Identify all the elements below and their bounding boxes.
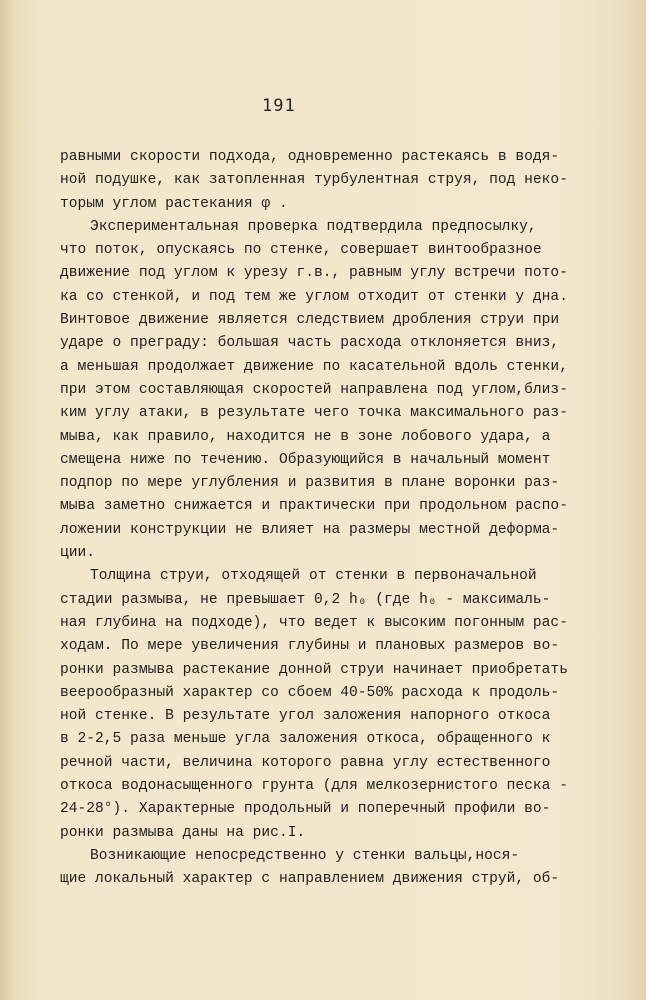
text-line: Толщина струи, отходящей от стенки в первоначальной (90, 568, 537, 585)
text-line: при этом составляющая скоростей направлена под углом,близ- (60, 381, 568, 398)
text-line: веерообразный характер со сбоем 40-50% расхода к продоль- (60, 684, 560, 701)
text-line: ка со стенкой, и под тем же углом отходит от стенки у дна. (60, 288, 568, 305)
text-line: щие локальный характер с направлением движения струй, об- (60, 871, 560, 888)
text-line: ронки размыва растекание донной струи начинает приобретать (60, 661, 568, 678)
text-line: ложении конструкции не влияет на размеры местной деформа- (60, 521, 560, 538)
text-line: откоса водонасыщенного грунта (для мелкозернистого песка - (60, 778, 568, 795)
text-line: ходам. По мере увеличения глубины и плановых размеров во- (60, 638, 560, 655)
text-line: в 2-2,5 раза меньше угла заложения откоса, обращенного к (60, 731, 551, 748)
text-line: мыва, как правило, находится не в зоне лобового удара, а (60, 428, 551, 445)
text-line: Экспериментальная проверка подтвердила предпосылку, (90, 218, 537, 235)
text-line: ная глубина на подходе), что ведет к высоким погонным рас- (60, 614, 568, 631)
text-line: ции. (60, 545, 96, 562)
text-line: Винтовое движение является следствием дробления струи при (60, 312, 560, 329)
text-line: торым углом растекания φ . (60, 195, 288, 212)
text-line: что поток, опускаясь по стенке, совершает винтообразное (60, 242, 542, 259)
text-line: стадии размыва, не превышает 0,2 h₀ (где h₀ - максималь- (60, 591, 551, 608)
page-number: 191 (262, 96, 296, 116)
text-line: ной стенке. В результате угол заложения напорного откоса (60, 708, 551, 725)
text-line: мыва заметно снижается и практически при продольном распо- (60, 498, 568, 515)
text-line: смещена ниже по течению. Образующийся в начальный момент (60, 451, 551, 468)
text-line: движение под углом к урезу г.в., равным углу встречи пото- (60, 265, 568, 282)
text-line: ударе о преграду: большая часть расхода отклоняется вниз, (60, 335, 560, 352)
text-line: подпор по мере углубления и развития в плане воронки раз- (60, 475, 560, 492)
text-line: речной части, величина которого равна углу естественного (60, 754, 551, 771)
text-line: равными скорости подхода, одновременно растекаясь в водя- (60, 149, 560, 165)
text-line: ронки размыва даны на рис.I. (60, 824, 306, 841)
text-line: 24-28°). Характерные продольный и поперечный профили во- (60, 801, 551, 818)
text-line: ким углу атаки, в результате чего точка максимального раз- (60, 405, 568, 422)
text-line: а меньшая продолжает движение по касательной вдоль стенки, (60, 358, 568, 375)
body-text (60, 146, 568, 892)
text-line: ной подушке, как затопленная турбулентная струя, под неко- (60, 172, 568, 189)
text-line: Возникающие непосредственно у стенки вальцы,нося- (90, 847, 520, 864)
